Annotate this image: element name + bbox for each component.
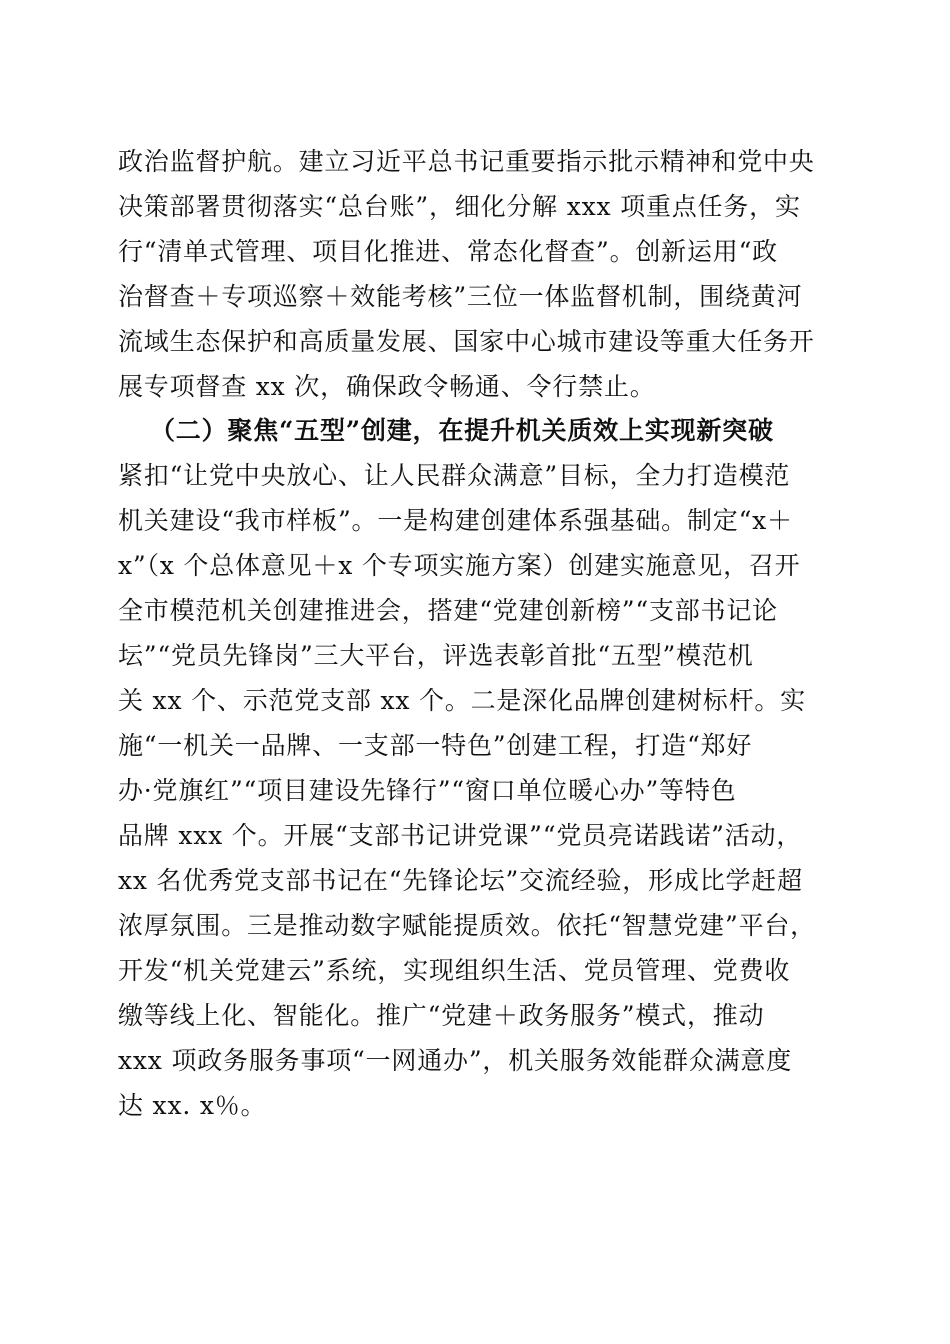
paragraph-line: 办·党旗红”“项目建设先锋行”“窗口单位暖心办”等特色 (118, 776, 737, 805)
paragraph-line: 治督查＋专项巡察＋效能考核”三位一体监督机制，围绕黄河 (118, 282, 803, 311)
paragraph-line: 开发“机关党建云”系统，实现组织生活、党员管理、党费收 (118, 956, 791, 985)
paragraph-line: 品牌 xxx 个。开展“支部书记讲党课”“党员亮诺践诺”活动， (118, 821, 803, 850)
paragraph-line: 展专项督查 xx 次，确保政令畅通、令行禁止。 (118, 372, 656, 401)
paragraph-line: 行“清单式管理、项目化推进、常态化督查”。创新运用“政 (118, 237, 778, 266)
paragraph-line: 紧扣“让党中央放心、让人民群众满意”目标，全力打造模范 (118, 461, 791, 490)
paragraph-line: xxx 项政务服务事项“一网通办”，机关服务效能群众满意度 (118, 1046, 793, 1075)
paragraph-line: 浓厚氛围。三是推动数字赋能提质效。依托“智慧党建”平台， (118, 911, 816, 940)
paragraph-line: x”（x 个总体意见＋x 个专项实施方案）创建实施意见，召开 (118, 551, 801, 580)
paragraph-line: 达 xx. x％。 (118, 1091, 267, 1120)
section-heading: （二）聚焦“五型”创建，在提升机关质效上实现新突破 (150, 416, 774, 445)
paragraph-line: 施“一机关一品牌、一支部一特色”创建工程，打造“郑好 (118, 731, 753, 760)
paragraph-line: 坛”“党员先锋岗”三大平台，评选表彰首批“五型”模范机 (118, 641, 754, 670)
paragraph-line: 缴等线上化、智能化。推广“党建＋政务服务”模式，推动 (118, 1001, 765, 1030)
paragraph-line: 决策部署贯彻落实“总台账”，细化分解 xxx 项重点任务，实 (118, 192, 801, 221)
paragraph-line: xx 名优秀党支部书记在“先锋论坛”交流经验，形成比学赶超 (118, 866, 803, 895)
paragraph-line: 关 xx 个、示范党支部 xx 个。二是深化品牌创建树标杆。实 (118, 686, 806, 715)
paragraph-line: 流域生态保护和高质量发展、国家中心城市建设等重大任务开 (118, 327, 815, 356)
paragraph-line: 政治监督护航。建立习近平总书记重要指示批示精神和党中央 (118, 147, 815, 176)
paragraph-line: 全市模范机关创建推进会，搭建“党建创新榜”“支部书记论 (118, 596, 778, 625)
paragraph-line: 机关建设“我市样板”。一是构建创建体系强基础。制定“x＋ (118, 506, 793, 535)
